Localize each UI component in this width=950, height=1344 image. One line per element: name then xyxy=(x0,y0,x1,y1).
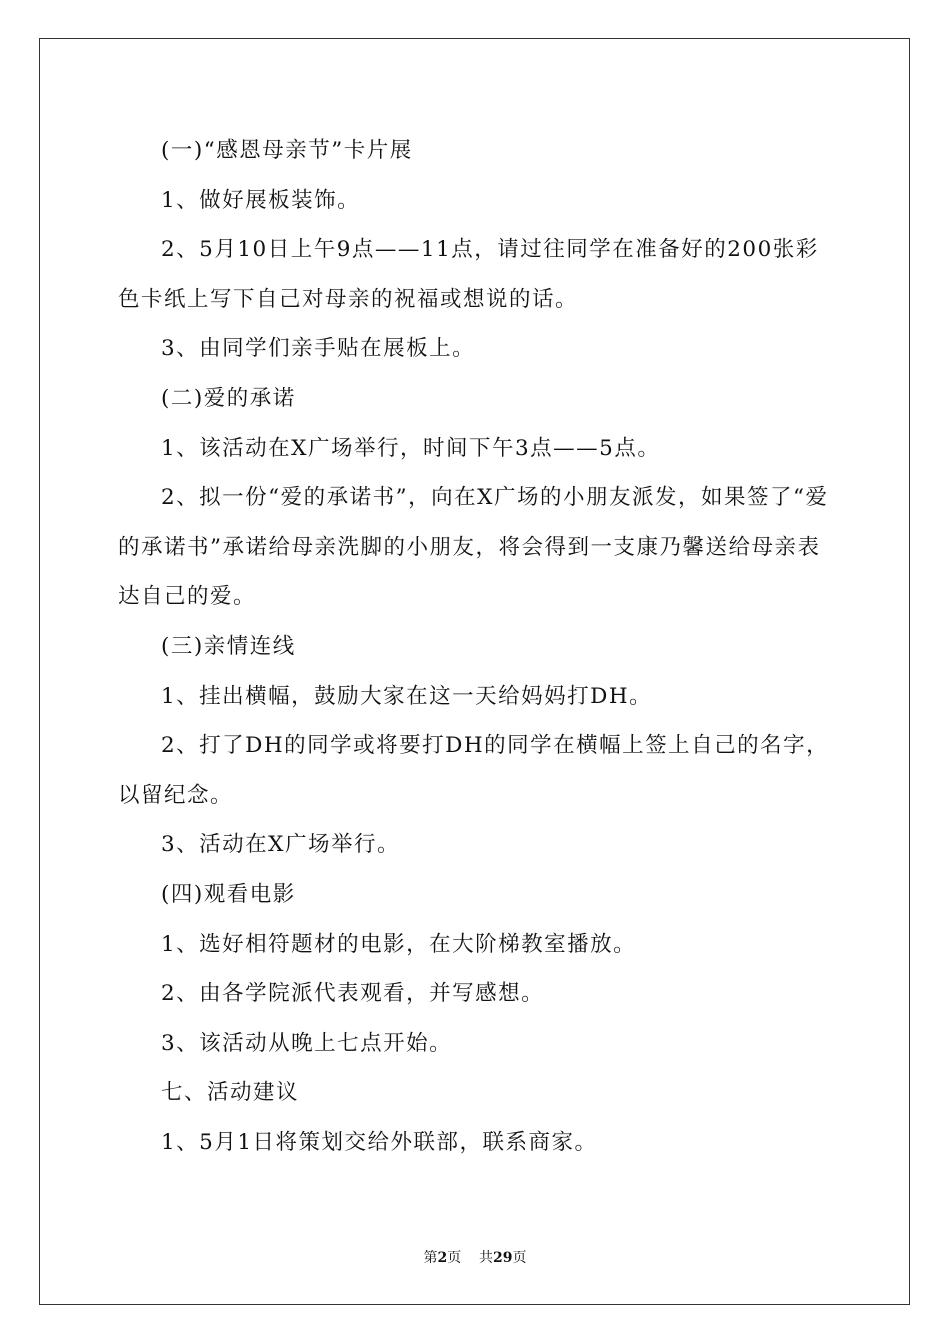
paragraph: 2、5月10日上午9点——11点，请过往同学在准备好的200张彩色卡纸上写下自己对母亲的祝福或想说的话。 xyxy=(118,237,819,312)
paragraph: 1、该活动在X广场举行，时间下午3点——5点。 xyxy=(161,435,661,461)
page-suffix: 页 xyxy=(447,1250,462,1266)
section-heading-family-call: (三)亲情连线 xyxy=(161,633,296,659)
section-heading-love-promise: (二)爱的承诺 xyxy=(161,385,296,411)
paragraph: 3、由同学们亲手贴在展板上。 xyxy=(161,336,476,362)
paragraph: 1、5月1日将策划交给外联部，联系商家。 xyxy=(161,1129,598,1155)
paragraph: 3、该活动从晚上七点开始。 xyxy=(161,1030,453,1056)
paragraph: 1、做好展板装饰。 xyxy=(161,187,361,213)
paragraph: 2、由各学院派代表观看，并写感想。 xyxy=(161,981,545,1007)
paragraph: 1、挂出横幅，鼓励大家在这一天给妈妈打DH。 xyxy=(161,683,653,709)
page-footer xyxy=(0,1247,950,1267)
paragraph: 2、拟一份“爱的承诺书”，向在X广场的小朋友派发，如果签了“爱的承诺书”承诺给母亲洗脚的小朋友，将会得到一支康乃馨送给母亲表达自己的爱。 xyxy=(118,485,829,610)
section-heading-movie: (四)观看电影 xyxy=(161,881,296,907)
page-current: 2 xyxy=(437,1250,448,1266)
total-prefix: 共 xyxy=(479,1250,494,1266)
paragraph: 3、活动在X广场举行。 xyxy=(161,832,400,858)
paragraph: 2、打了DH的同学或将要打DH的同学在横幅上签上自己的名字，以留纪念。 xyxy=(118,733,830,808)
document-body xyxy=(118,126,836,1167)
paragraph: 1、选好相符题材的电影，在大阶梯教室播放。 xyxy=(161,931,637,957)
section-heading-suggestions: 七、活动建议 xyxy=(161,1080,300,1106)
page-total: 29 xyxy=(493,1250,513,1266)
section-heading-card-exhibit: (一)“感恩母亲节”卡片展 xyxy=(161,138,413,163)
page-prefix: 第 xyxy=(423,1250,438,1266)
total-suffix: 页 xyxy=(512,1250,527,1266)
